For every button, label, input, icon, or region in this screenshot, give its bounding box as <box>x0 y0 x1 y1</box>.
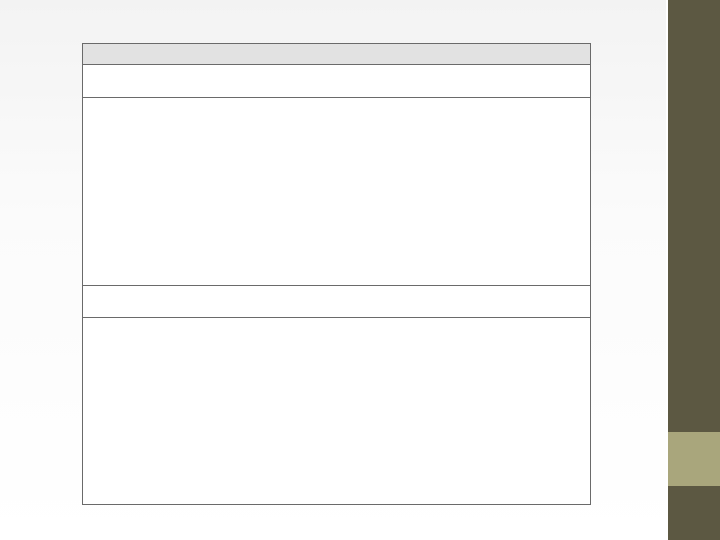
section-divider <box>83 285 590 286</box>
sidebar-dark-bottom <box>668 486 720 540</box>
sidebar-accent-block <box>668 432 720 486</box>
header-rule-bottom <box>83 317 590 318</box>
stroke-risk-table <box>82 43 591 505</box>
table-title <box>83 44 590 65</box>
sidebar-dark-top <box>668 0 720 432</box>
header-rule-top <box>83 97 590 98</box>
